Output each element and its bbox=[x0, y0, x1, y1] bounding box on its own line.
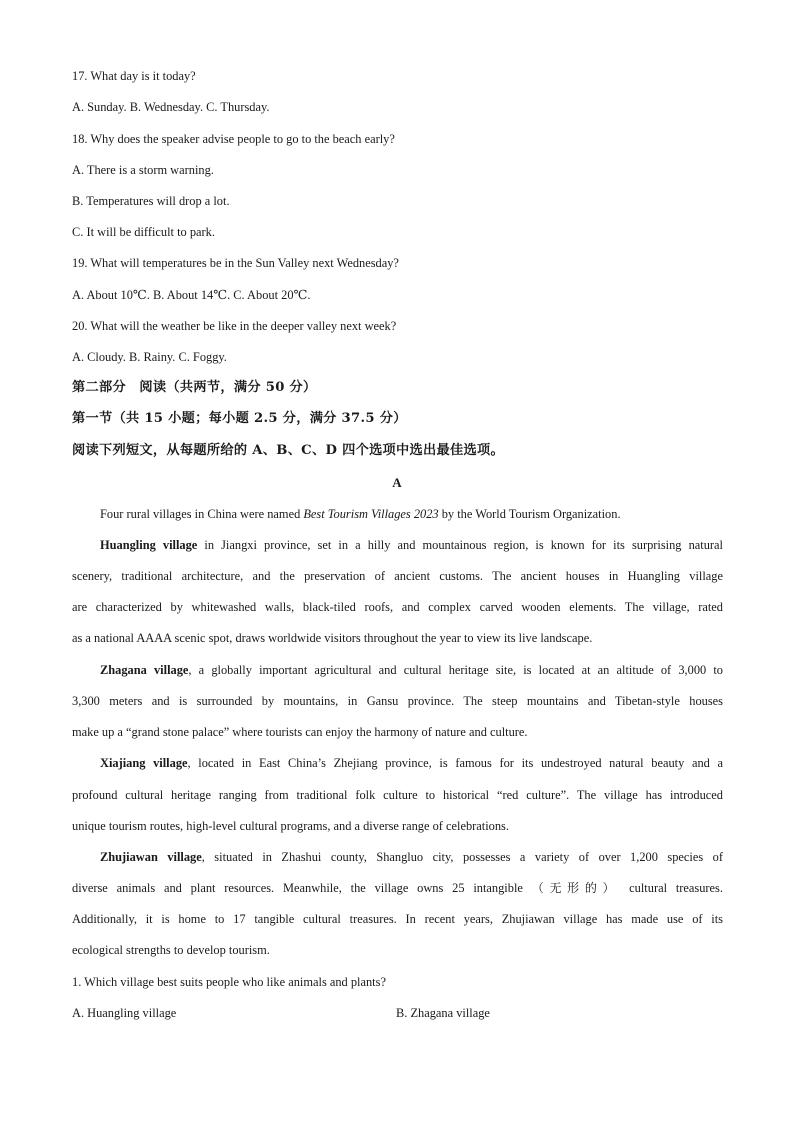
intro-text-post: by the World Tourism Organization. bbox=[438, 507, 621, 521]
paragraph-zhagana-line-3: make up a “grand stone palace” where tourists can enjoy the harmony of nature and culture. bbox=[72, 725, 528, 739]
question-19-options: A. About 10℃. B. About 14℃. C. About 20℃. bbox=[72, 288, 311, 302]
huangling-name: Huangling village bbox=[100, 538, 198, 552]
question-18-option-b: B. Temperatures will drop a lot. bbox=[72, 194, 230, 208]
question-19: 19. What will temperatures be in the Sun Valley next Wednesday? bbox=[72, 256, 399, 270]
question-18-option-a: A. There is a storm warning. bbox=[72, 163, 214, 177]
intro-text-pre: Four rural villages in China were named bbox=[100, 507, 304, 521]
passage-label: A bbox=[392, 475, 402, 490]
zhujiawan-text-2-pre: diverse animals and plant resources. Meanwhile, the village owns 25 intangible bbox=[72, 881, 523, 895]
question-1-option-b: B. Zhagana village bbox=[396, 1006, 490, 1020]
xiajiang-text-1: , located in East China’s Zhejiang province, is famous for its undestroyed natural beauty and a bbox=[187, 756, 723, 770]
question-17: 17. What day is it today? bbox=[72, 69, 196, 83]
question-20: 20. What will the weather be like in the deeper valley next week? bbox=[72, 319, 397, 333]
paragraph-zhujiawan-line-3: Additionally, it is home to 17 tangible cultural treasures. In recent years, Zhujiawan village has made use of its bbox=[72, 912, 723, 926]
question-17-options: A. Sunday. B. Wednesday. C. Thursday. bbox=[72, 100, 270, 114]
intro-title: Best Tourism Villages 2023 bbox=[303, 507, 439, 521]
paragraph-zhujiawan-line-4: ecological strengths to develop tourism. bbox=[72, 943, 270, 957]
paragraph-zhujiawan-line-1 bbox=[100, 849, 723, 865]
zhagana-text-1: , a globally important agricultural and cultural heritage site, is located at an altitude of 3,000 to bbox=[188, 663, 723, 677]
zhagana-name: Zhagana village bbox=[100, 663, 189, 677]
passage-intro bbox=[100, 506, 723, 522]
huangling-text-1: in Jiangxi province, set in a hilly and mountainous region, is known for its surprising natural bbox=[197, 538, 723, 552]
question-18-option-c: C. It will be difficult to park. bbox=[72, 225, 215, 239]
paragraph-huangling-line-4: as a national AAAA scenic spot, draws worldwide visitors throughout the year to view its live landscape. bbox=[72, 631, 593, 645]
paragraph-zhagana-line-2: 3,300 meters and is surrounded by mountains, in Gansu province. The steep mountains and Tibetan-style houses bbox=[72, 694, 723, 708]
part-two-title: 第二部分 阅读（共两节，满分 50 分） bbox=[72, 380, 317, 395]
question-1-option-a: A. Huangling village bbox=[72, 1006, 177, 1020]
paragraph-huangling-line-2: scenery, traditional architecture, and the preservation of ancient customs. The ancient houses in Huangling village bbox=[72, 569, 723, 583]
paragraph-xiajiang-line-3: unique tourism routes, high-level cultural programs, and a diverse range of celebrations. bbox=[72, 819, 509, 833]
paragraph-zhagana-line-1 bbox=[100, 662, 723, 678]
question-1: 1. Which village best suits people who like animals and plants? bbox=[72, 975, 386, 989]
zhujiawan-name: Zhujiawan village bbox=[100, 850, 202, 864]
reading-instruction: 阅读下列短文，从每题所给的 A、B、C、D 四个选项中选出最佳选项。 bbox=[72, 443, 504, 458]
zhujiawan-text-1: , situated in Zhashui county, Shangluo city, possesses a variety of over 1,200 species of bbox=[201, 850, 723, 864]
question-1-options-row bbox=[72, 1005, 723, 1021]
xiajiang-name: Xiajiang village bbox=[100, 756, 188, 770]
zhujiawan-text-2-post: cultural treasures. bbox=[629, 881, 723, 895]
question-20-options: A. Cloudy. B. Rainy. C. Foggy. bbox=[72, 350, 227, 364]
paragraph-zhujiawan-line-2 bbox=[72, 880, 723, 896]
paragraph-xiajiang-line-2: profound cultural heritage ranging from traditional folk culture to historical “red culture”. The village has introduced bbox=[72, 788, 723, 802]
paragraph-huangling-line-1 bbox=[100, 537, 723, 553]
zhujiawan-gloss: （无形的） bbox=[531, 881, 621, 895]
paragraph-xiajiang-line-1 bbox=[100, 755, 723, 771]
question-18: 18. Why does the speaker advise people to go to the beach early? bbox=[72, 132, 395, 146]
paragraph-huangling-line-3: are characterized by whitewashed walls, black-tiled roofs, and complex carved wooden elements. The village, rated bbox=[72, 600, 723, 614]
section-one-title: 第一节（共 15 小题；每小题 2.5 分，满分 37.5 分） bbox=[72, 411, 407, 426]
